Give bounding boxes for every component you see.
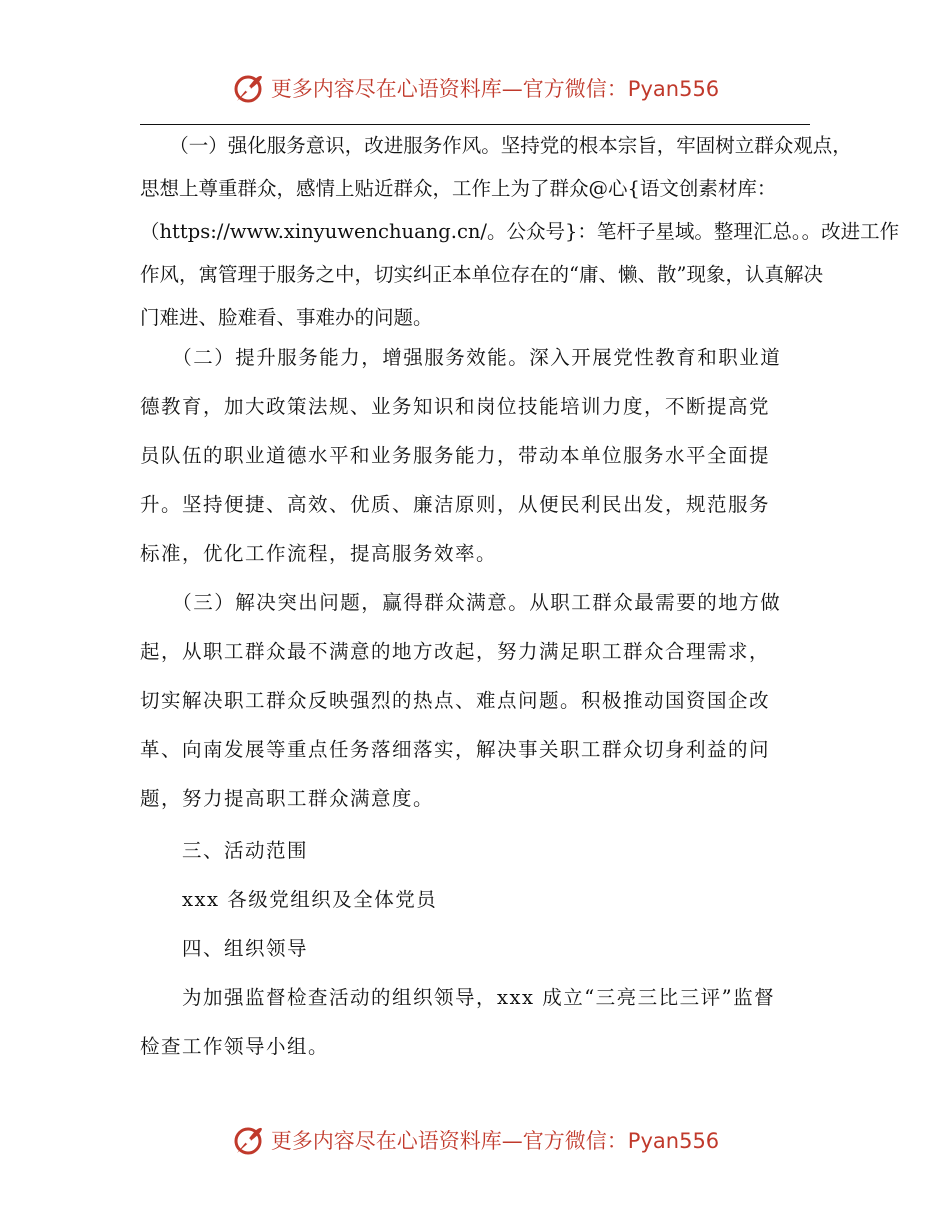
text-line: 题，努力提高职工群众满意度。 xyxy=(140,787,435,810)
text-line: （二）提升服务能力，增强服务效能。深入开展党性教育和职业道 xyxy=(140,346,782,369)
text-line: 四、组织领导 xyxy=(140,937,309,960)
text-line: 员队伍的职业道德水平和业务服务能力，带动本单位服务水平全面提 xyxy=(140,444,771,467)
text-line: xxx 各级党组织及全体党员 xyxy=(140,888,438,911)
paragraph-3 xyxy=(140,578,812,823)
watermark-text: 更多内容尽在心语资料库—官方微信：Pyan556 xyxy=(270,1129,720,1153)
text-line: 标准，优化工作流程，提高服务效率。 xyxy=(140,542,498,565)
text-line: 三、活动范围 xyxy=(140,839,309,862)
text-line: （三）解决突出问题，赢得群众满意。从职工群众最需要的地方做 xyxy=(140,591,782,614)
header-watermark xyxy=(0,68,950,108)
section-heading-leadership xyxy=(140,924,812,973)
scope-paragraph xyxy=(140,875,812,924)
quill-logo-icon xyxy=(231,1123,265,1157)
paragraph-2 xyxy=(140,333,812,578)
text-line: 思想上尊重群众，感情上贴近群众，工作上为了群众@心{语文创素材库： xyxy=(140,177,777,200)
text-line: 作风，寓管理于服务之中，切实纠正本单位存在的“庸、懒、散”现象，认真解决 xyxy=(140,263,823,286)
text-line: 为加强监督检查活动的组织领导，xxx 成立“三亮三比三评”监督 xyxy=(140,986,776,1009)
text-line: 门难进、脸难看、事难办的问题。 xyxy=(140,306,433,329)
leadership-paragraph xyxy=(140,973,812,1071)
text-line: （https://www.xinyuwenchuang.cn/。公众号}：笔杆子星域。整理汇总。。改进工作 xyxy=(140,220,900,243)
text-line: 切实解决职工群众反映强烈的热点、难点问题。积极推动国资国企改 xyxy=(140,689,771,712)
text-line: 升。坚持便捷、高效、优质、廉洁原则，从便民利民出发，规范服务 xyxy=(140,493,771,516)
watermark-text: 更多内容尽在心语资料库—官方微信：Pyan556 xyxy=(270,77,720,101)
section-heading-scope xyxy=(140,826,812,875)
text-line: 革、向南发展等重点任务落细落实，解决事关职工群众切身利益的问 xyxy=(140,738,771,761)
paragraph-1 xyxy=(140,124,900,339)
text-line: （一）强化服务意识，改进服务作风。坚持党的根本宗旨，牢固树立群众观点， xyxy=(140,134,852,157)
text-line: 德教育，加大政策法规、业务知识和岗位技能培训力度，不断提高党 xyxy=(140,395,771,418)
text-line: 起，从职工群众最不满意的地方改起，努力满足职工群众合理需求， xyxy=(140,640,771,663)
text-line: 检查工作领导小组。 xyxy=(140,1035,330,1058)
footer-watermark xyxy=(0,1120,950,1160)
quill-logo-icon xyxy=(231,71,265,105)
